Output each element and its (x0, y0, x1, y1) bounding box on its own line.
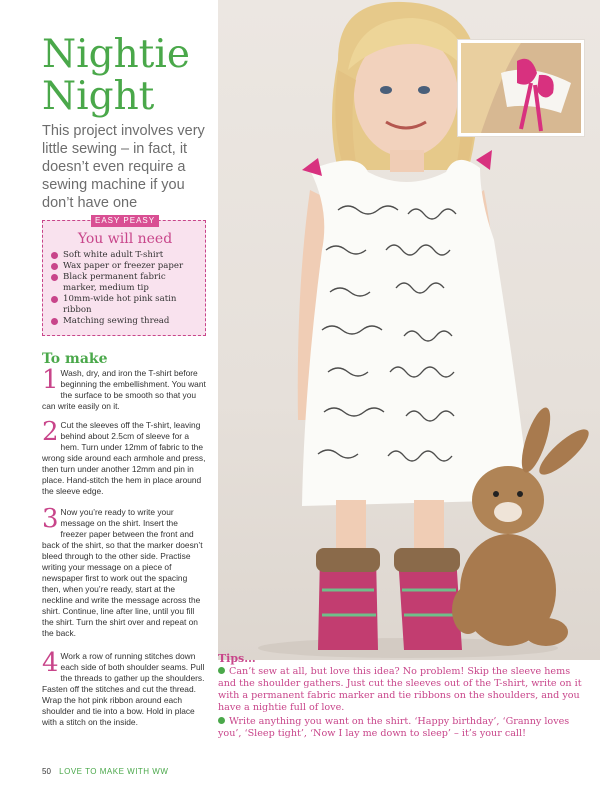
materials-title: You will need (77, 231, 173, 247)
tip-item: Write anything you want on the shirt. ‘Happy birthday’, ‘Granny loves you’, ‘Sleep tight’, ‘Now I lay me down to sleep’ – it’s your call! (218, 716, 570, 739)
materials-item: Soft white adult T-shirt (51, 250, 199, 261)
step-text: Work a row of running stitches down each side of both shoulder seams. Pull the threads to gather up the shoulders. Fasten off the stitches and cut the thread. Wrap the hot pink ribbon around each shoulder and tie into a bow. Hold in place with a stitch on the inside. (42, 651, 205, 727)
title-line-2: Night (42, 74, 155, 119)
magazine-name: LOVE TO MAKE WITH WW (59, 767, 169, 776)
tips-title: Tips... (218, 652, 256, 665)
page-number: 50 (42, 767, 51, 776)
step-text: Cut the sleeves off the T-shirt, leaving behind about 2.5cm of sleeve for a hem. Turn under 12mm of fabric to the wrong side around each armhole and press, then turn under another 12mm and pin in place. Hand-stitch the hem in place around the sleeve edge. (42, 420, 206, 496)
page-footer (42, 767, 168, 776)
materials-item: Black permanent fabric marker, medium tip (51, 272, 199, 294)
bullet-dot-icon (51, 263, 58, 270)
step-number: 3 (42, 504, 59, 534)
instruction-step-2 (42, 417, 206, 497)
materials-box (42, 216, 206, 336)
materials-item: 10mm-wide hot pink satin ribbon (51, 294, 199, 316)
tip-item: Can’t sew at all, but love this idea? No problem! Skip the sleeve hems and the shoulder gathers. Just cut the sleeves out of the T-shirt, write on it with a permanent fabric marker and tie ribbons on the shoulders, and you have a nightie full of love. (218, 666, 582, 713)
instructions-heading: To make (42, 351, 108, 367)
materials-item: Matching sewing thread (51, 316, 199, 327)
instruction-step-3 (42, 504, 206, 639)
inset-ribbon-photo (458, 40, 584, 136)
bullet-dot-icon (218, 667, 225, 674)
bullet-dot-icon (51, 252, 58, 259)
ribbon-detail-illustration (461, 43, 581, 133)
title-line-1: Nightie (42, 32, 190, 77)
bullet-dot-icon (51, 296, 58, 303)
materials-item: Wax paper or freezer paper (51, 261, 199, 272)
step-number: 1 (42, 365, 59, 395)
article-title (42, 34, 222, 118)
bullet-dot-icon (218, 717, 225, 724)
instruction-step-4 (42, 648, 206, 728)
bullet-dot-icon (51, 274, 58, 281)
step-number: 4 (42, 648, 59, 678)
tips-section (218, 652, 590, 742)
intro-text: This project involves very little sewing – in fact, it doesn’t even require a sewing machine if you don’t have one (42, 123, 205, 211)
step-text: Wash, dry, and iron the T-shirt before beginning the embellishment. You want the surface to be smooth so that you can write easily on it. (42, 368, 206, 411)
step-text: Now you’re ready to write your message on the shirt. Insert the freezer paper between the front and back of the shirt, so that the marker doesn’t bleed through to the other side. Practise writing your message on a piece of newspaper first to work out the spacing then, when you’re ready, start at the neckline and write the message across the shirt. Continue, line after line, until you fill the shirt. Turn the shirt over and repeat on the back. (42, 507, 203, 638)
instruction-step-1 (42, 365, 206, 412)
difficulty-tag: EASY PEASY (91, 215, 159, 227)
materials-list (51, 250, 199, 327)
bullet-dot-icon (51, 318, 58, 325)
step-number: 2 (42, 417, 59, 447)
